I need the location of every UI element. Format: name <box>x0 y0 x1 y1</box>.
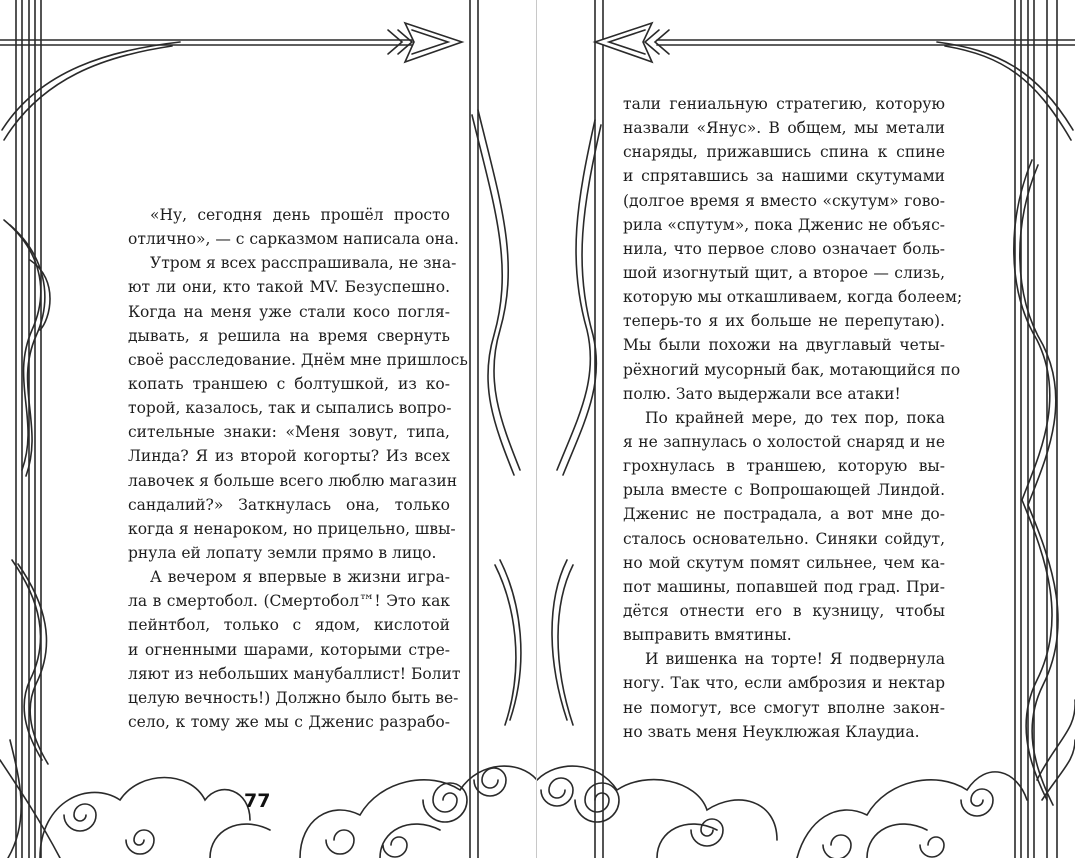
text-line: теперь-то я их больше не перепутаю). <box>623 312 945 331</box>
text-line: когда я ненароком, но прицельно, швы- <box>128 519 456 538</box>
text-line: рила «спутум», пока Дженис не объяс- <box>623 215 945 234</box>
text-line: и спрятавшись за нашими скутумами <box>623 167 945 186</box>
text-line: рыла вместе с Вопрошающей Линдой. <box>623 481 945 500</box>
paragraph <box>128 203 459 251</box>
text-line: Дженис не пострадала, а вот мне до- <box>623 505 945 524</box>
text-line: ляют из небольших манубаллист! Болит <box>128 664 461 683</box>
text-line: ла в смертобол. (Смертобол™! Это как <box>128 592 450 611</box>
text-line: сандалий?» Заткнулась она, только <box>128 495 450 514</box>
text-line: «Ну, сегодня день прошёл просто <box>150 206 450 224</box>
text-line: ногу. Так что, если амброзия и нектар <box>623 674 945 693</box>
text-line: не помогут, все смогут вполне закон- <box>623 698 945 717</box>
paragraph <box>623 406 945 647</box>
text-line: сительные знаки: «Меня зовут, типа, <box>128 423 450 442</box>
text-line: И вишенка на торте! Я подвернула <box>645 650 945 669</box>
text-line: выправить вмятины. <box>623 626 792 645</box>
text-line: снаряды, прижавшись спина к спине <box>623 143 945 162</box>
text-line: По крайней мере, до тех пор, пока <box>645 408 945 427</box>
text-line: полю. Зато выдержали все атаки! <box>623 384 901 403</box>
text-line: которую мы откашливаем, когда болеем; <box>623 288 963 307</box>
text-line: и огненными шарами, которыми стре- <box>128 640 450 659</box>
text-line: А вечером я впервые в жизни игра- <box>150 568 450 587</box>
text-line: нила, что первое слово означает боль- <box>623 239 945 258</box>
text-line: своё расследование. Днём мне пришлось <box>128 350 468 369</box>
text-line: торой, казалось, так и сыпались вопро- <box>128 399 452 418</box>
text-line: дывать, я решила на время свернуть <box>128 326 450 345</box>
text-line: целую вечность!) Должно было быть ве- <box>128 688 459 707</box>
paragraph <box>623 647 945 744</box>
text-line: ют ли они, кто такой MV. Безуспешно. <box>128 278 450 297</box>
text-line: Мы были похожи на двуглавый четы- <box>623 336 945 355</box>
paragraph <box>128 565 461 734</box>
text-line: грохнулась в траншею, которую вы- <box>623 457 945 476</box>
text-line: пот машины, попавшей под град. При- <box>623 577 945 596</box>
text-line: копать траншею с болтушкой, из ко- <box>128 374 450 393</box>
text-line: Линда? Я из второй когорты? Из всех <box>128 447 450 466</box>
text-line: но мой скутум помят сильнее, чем ка- <box>623 553 945 572</box>
text-line: лавочек я больше всего люблю магазин <box>128 471 458 490</box>
left-page-body <box>128 203 468 734</box>
text-line: я не запнулась о холостой снаряд и не <box>623 432 945 451</box>
text-line: но звать меня Неуклюжая Клаудиа. <box>623 722 920 741</box>
text-line: отлично», — с сарказмом написала она. <box>128 230 459 249</box>
right-page-body <box>623 92 963 744</box>
text-line: Утром я всех расспрашивала, не зна- <box>150 254 457 273</box>
left-page <box>0 0 537 858</box>
text-line: (долгое время я вместо «скутум» гово- <box>623 191 945 210</box>
text-line: село, к тому же мы с Дженис разрабо- <box>128 712 450 731</box>
right-page <box>537 0 1075 858</box>
text-line: шой изогнутый щит, а второе — слизь, <box>623 263 945 282</box>
text-line: дётся отнести его в кузницу, чтобы <box>623 601 945 620</box>
text-line: рёхногий мусорный бак, мотающийся по <box>623 360 961 379</box>
text-line: сталось основательно. Синяки сойдут, <box>623 529 945 548</box>
text-line: рнула ей лопату земли прямо в лицо. <box>128 543 437 562</box>
text-line: тали гениальную стратегию, которую <box>623 95 945 113</box>
text-line: Когда на меня уже стали косо погля- <box>128 302 450 321</box>
page-number: 77 <box>244 790 271 812</box>
paragraph <box>623 92 963 406</box>
paragraph <box>128 251 468 565</box>
text-line: назвали «Янус». В общем, мы метали <box>623 119 945 138</box>
text-line: пейнтбол, только с ядом, кислотой <box>128 616 450 635</box>
